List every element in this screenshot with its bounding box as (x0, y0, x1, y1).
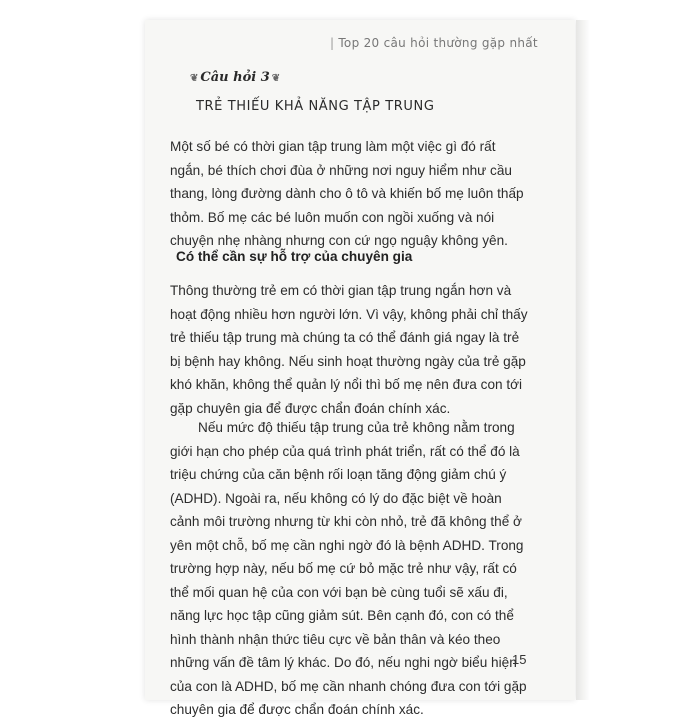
section-subheading: Có thể cần sự hỗ trợ của chuyên gia (176, 249, 413, 264)
page-number: 15 (512, 652, 527, 667)
header-divider: | (330, 36, 335, 50)
body-paragraph-2: Nếu mức độ thiếu tập trung của trẻ không nằm trong giới hạn cho phép của quá trình phát triển, rất có thể đó là triệu chứng của căn bệnh rối loạn tăng động giảm chú ý (ADHD). Ngoài ra, nếu không có lý do đặc biệt về hoàn cảnh môi trường nhưng từ khi còn nhỏ, trẻ đã không thể ở yên một chỗ, bố mẹ cần nghi ngờ đó là bệnh ADHD. Trong trường hợp này, nếu bố mẹ cứ bỏ mặc trẻ như vậy, rất có thể mối quan hệ của con với bạn bè cùng tuổi sẽ xấu đi, năng lực học tập cũng giảm sút. Bên cạnh đó, con có thể hình thành nhận thức tiêu cực về bản thân và kéo theo những vấn đề tâm lý khác. Do đó, nếu nghi ngờ biểu hiện của con là ADHD, bố mẹ cần nhanh chóng đưa con tới gặp chuyên gia để được chẩn đoán chính xác. (170, 420, 527, 717)
question-number: Câu hỏi 3 (200, 70, 270, 85)
running-title: Top 20 câu hỏi thường gặp nhất (338, 36, 538, 50)
intro-paragraph: Một số bé có thời gian tập trung làm một việc gì đó rất ngắn, bé thích chơi đùa ở những nơi nguy hiểm như cầu thang, lòng đường dành cho ô tô và khiến bố mẹ luôn thấp thỏm. Bố mẹ các bé luôn muốn con ngồi xuống và nói chuyện nhẹ nhàng nhưng con cứ ngọ nguậy không yên. (170, 139, 524, 248)
ornament-left-icon: ❦ (190, 73, 199, 84)
question-title: TRẺ THIẾU KHẢ NĂNG TẬP TRUNG (196, 99, 435, 114)
body-paragraph-1: Thông thường trẻ em có thời gian tập trung ngắn hơn và hoạt động nhiều hơn người lớn. Vì vậy, không phải chỉ thấy trẻ thiếu tập trung mà chúng ta có thể đánh giá ngay là trẻ bị bệnh hay không. Nếu sinh hoạt thường ngày của trẻ gặp khó khăn, không thể quản lý nổi thì bố mẹ nên đưa con tới gặp chuyên gia để được chẩn đoán chính xác. (170, 283, 528, 416)
page-edge-shadow (576, 20, 590, 700)
running-header (330, 36, 538, 50)
question-label (188, 70, 282, 85)
ornament-right-icon: ❦ (271, 73, 281, 84)
